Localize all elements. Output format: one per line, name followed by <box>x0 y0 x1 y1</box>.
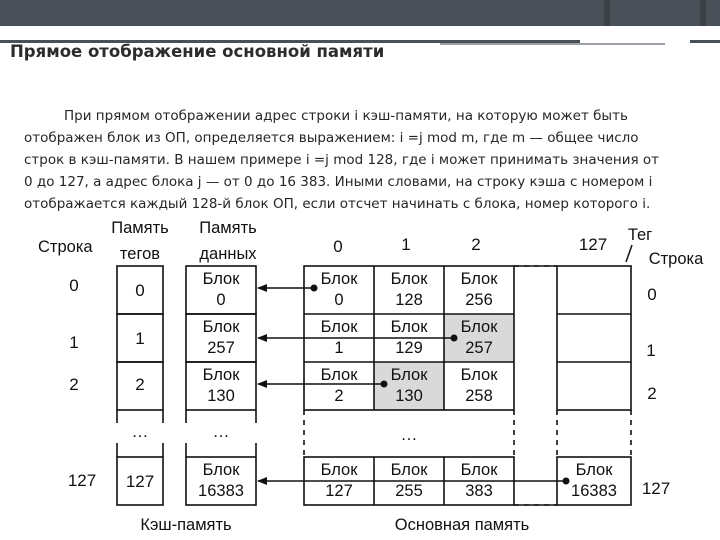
mem-r1-c1-number: 129 <box>395 339 423 357</box>
mem-r0-c0-label: Блок <box>320 270 358 288</box>
cache-row-label-0: 0 <box>69 276 79 295</box>
data-cell-0-number: 0 <box>216 291 226 309</box>
right-row-label-0: 0 <box>647 285 657 304</box>
column-number-2: 2 <box>471 235 481 254</box>
data-ellipsis: … <box>212 422 230 441</box>
data-cell-1-label: Блок <box>202 318 240 336</box>
mem-r0-c1-number: 128 <box>395 291 423 309</box>
paragraph-line: отображен блок из ОП, определяется выражением: i =j mod m, где m — общее число <box>24 130 639 146</box>
header-data-memory-line1: Память <box>199 219 257 237</box>
mem-r1-c0-label: Блок <box>320 318 358 336</box>
mem-r0-c2-label: Блок <box>460 270 498 288</box>
mem-r0-c2-number: 256 <box>465 291 493 309</box>
header-tag-memory-line1: Память <box>111 219 169 237</box>
paragraph-line: отображается каждый 128-й блок ОП, если отсчет начинать с блока, номер которого i. <box>24 196 651 212</box>
mem-r127-c1-number: 255 <box>395 482 423 500</box>
cache-row-label-127: 127 <box>67 471 97 490</box>
tag-cell-127: 127 <box>125 472 155 491</box>
data-cell-1-number: 257 <box>207 339 235 357</box>
slide-title: Прямое отображение основной памяти <box>10 42 385 61</box>
mem-r1-c2-label: Блок <box>460 318 498 336</box>
mem-r2-c0-label: Блок <box>320 366 358 384</box>
mem-r127-c2-label: Блок <box>460 461 498 479</box>
mem-r2-c2-label: Блок <box>460 366 498 384</box>
mem-r1-c0-number: 1 <box>334 339 344 357</box>
data-cell-2-label: Блок <box>202 366 240 384</box>
tag-cell-0: 0 <box>135 281 145 300</box>
mem-r0-c0-number: 0 <box>334 291 344 309</box>
header-tag: Тег <box>627 226 653 244</box>
mem-r127-c0-number: 127 <box>325 482 353 500</box>
mem-r1-c2-number: 257 <box>465 339 493 357</box>
mem-r2-c1-label: Блок <box>390 366 428 384</box>
column-number-127: 127 <box>578 235 608 254</box>
mem-last-col-label: Блок <box>575 461 613 479</box>
mem-r127-c0-label: Блок <box>320 461 358 479</box>
tag-ellipsis: … <box>131 422 149 441</box>
right-row-label-2: 2 <box>647 384 657 403</box>
cache-row-label-1: 1 <box>69 333 79 352</box>
data-cell-127-label: Блок <box>202 461 240 479</box>
paragraph-line: 0 до 127, а адрес блока j — от 0 до 16 383. Иными словами, на строку кэша с номером i <box>24 174 653 190</box>
mem-r2-c1-number: 130 <box>395 387 423 405</box>
caption-main-memory: Основная память <box>394 516 530 534</box>
mem-last-col-number: 16383 <box>571 482 617 500</box>
paragraph-line: строк в кэш-памяти. В нашем примере i =j mod 128, где i может принимать значения от <box>24 152 660 168</box>
caption-cache-memory: Кэш-память <box>140 516 232 534</box>
data-cell-2-number: 130 <box>207 387 235 405</box>
tag-cell-2: 2 <box>135 375 145 394</box>
mem-r0-c1-label: Блок <box>390 270 428 288</box>
header-row-right: Строка <box>648 250 704 268</box>
tag-cell-1: 1 <box>135 329 145 348</box>
memory-ellipsis: … <box>400 425 418 444</box>
right-row-label-1: 1 <box>646 341 656 360</box>
header-row: Строка <box>38 238 93 256</box>
mem-r127-c1-label: Блок <box>390 461 428 479</box>
tag-row-divider <box>626 245 632 262</box>
header-data-memory-line2: данных <box>199 245 257 263</box>
mem-r127-c2-number: 383 <box>465 482 493 500</box>
mem-r1-c1-label: Блок <box>390 318 428 336</box>
data-cell-0-label: Блок <box>202 270 240 288</box>
paragraph-line: При прямом отображении адрес строки i кэш-памяти, на которую может быть <box>64 108 628 124</box>
mem-r2-c2-number: 258 <box>465 387 493 405</box>
column-number-1: 1 <box>401 235 411 254</box>
mem-r2-c0-number: 2 <box>334 387 344 405</box>
cache-row-label-2: 2 <box>69 375 79 394</box>
right-row-label-127: 127 <box>641 479 671 498</box>
column-number-0: 0 <box>333 237 343 256</box>
data-cell-127-number: 16383 <box>198 482 244 500</box>
header-tag-memory-line2: тегов <box>119 245 161 263</box>
